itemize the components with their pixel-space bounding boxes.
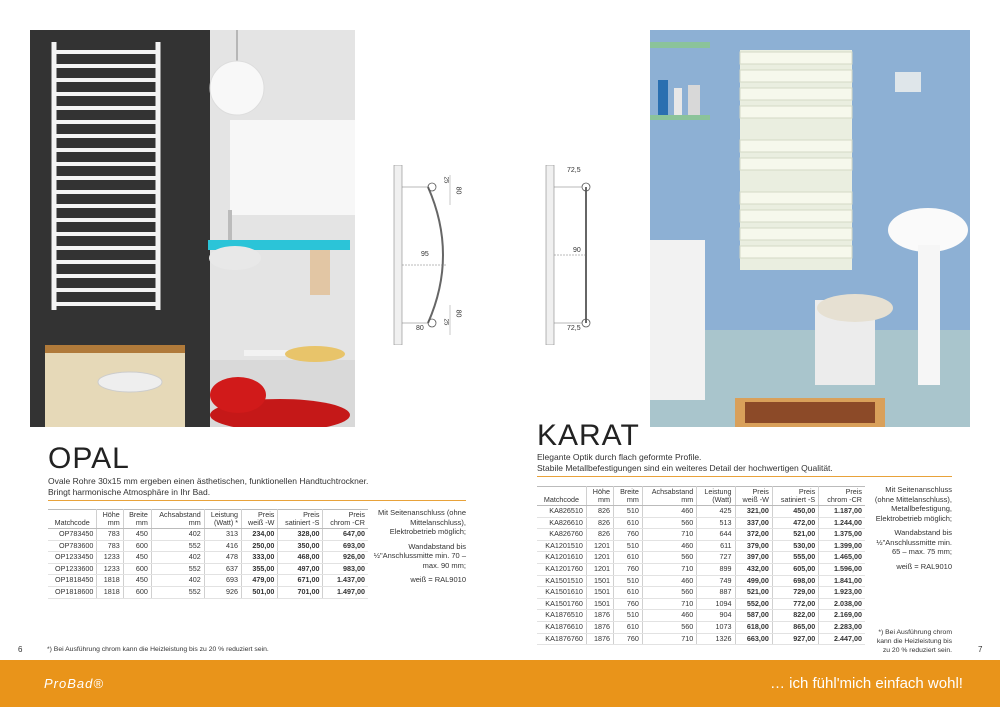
table-cell: 1.841,00 (819, 575, 865, 587)
table-row (537, 610, 865, 622)
table-cell: 432,00 (735, 563, 772, 575)
table-cell: 1.244,00 (819, 517, 865, 529)
opal-bathroom-illustration (30, 30, 355, 427)
table-cell: OP783450 (48, 529, 97, 541)
table-cell: 1201 (586, 552, 613, 564)
column-header (613, 487, 642, 506)
column-header (586, 487, 613, 506)
column-header-line: mm (135, 518, 148, 527)
table-cell: 2.283,00 (819, 621, 865, 633)
table-cell: 600 (123, 563, 151, 575)
table-cell: 450 (123, 529, 151, 541)
karat-note-wall-distance: Wandabstand bis ½"Anschlussmitte min. 65 – max. 75 mm; (876, 528, 952, 556)
table-cell: KA1876610 (537, 621, 586, 633)
table-cell: 618,00 (735, 621, 772, 633)
column-header (735, 487, 772, 506)
karat-footnote: *) Bei Ausführung chrom kann die Heizleistung bis zu 20 % reduziert sein. (876, 629, 952, 654)
column-header-line: mm (626, 495, 639, 504)
column-header (772, 487, 818, 506)
table-cell: 611 (697, 540, 735, 552)
table-cell: 904 (697, 610, 735, 622)
table-cell: 698,00 (772, 575, 818, 587)
column-header (537, 487, 586, 506)
table-cell: 693 (204, 575, 241, 587)
table-row (537, 517, 865, 529)
column-header-line: Preis (303, 510, 320, 519)
table-cell: 328,00 (278, 529, 323, 541)
table-cell: 826 (586, 529, 613, 541)
table-cell: 416 (204, 540, 241, 552)
table-cell: 1.596,00 (819, 563, 865, 575)
table-cell: KA826510 (537, 506, 586, 518)
column-header-line: satiniert -S (780, 495, 816, 504)
table-cell: 1.497,00 (323, 586, 368, 598)
table-cell: 760 (613, 633, 642, 645)
table-cell: 450 (123, 552, 151, 564)
table-cell: 760 (613, 529, 642, 541)
table-cell: 333,00 (242, 552, 278, 564)
table-cell: 983,00 (323, 563, 368, 575)
table-cell: 760 (613, 563, 642, 575)
column-header-line: mm (681, 495, 694, 504)
table-cell: 600 (123, 586, 151, 598)
table-row (48, 575, 368, 587)
opal-product-photo (30, 30, 355, 427)
table-cell: KA1201510 (537, 540, 586, 552)
opal-technical-drawing (388, 165, 508, 345)
column-header (48, 510, 97, 529)
table-cell: 397,00 (735, 552, 772, 564)
table-cell: 402 (151, 529, 204, 541)
column-header-line: Breite (129, 510, 148, 519)
table-cell: 772,00 (772, 598, 818, 610)
table-cell: 425 (697, 506, 735, 518)
table-cell: 822,00 (772, 610, 818, 622)
table-cell: 1501 (586, 598, 613, 610)
table-cell: 460 (642, 575, 696, 587)
table-row (48, 540, 368, 552)
table-cell: 783 (97, 540, 123, 552)
table-cell: 605,00 (772, 563, 818, 575)
column-header (123, 510, 151, 529)
karat-bathroom-illustration (650, 30, 970, 427)
table-cell: 513 (697, 517, 735, 529)
table-cell: KA1876760 (537, 633, 586, 645)
opal-drawing-side-bottom-label: 80 (454, 309, 462, 318)
column-header-line: Höhe (592, 487, 610, 496)
table-cell: 1876 (586, 610, 613, 622)
table-cell: 499,00 (735, 575, 772, 587)
table-cell: 510 (613, 506, 642, 518)
karat-technical-drawing (540, 165, 660, 345)
table-cell: 865,00 (772, 621, 818, 633)
opal-divider (48, 500, 466, 501)
opal-footnote: *) Bei Ausführung chrom kann die Heizleistung bis zu 20 % reduziert sein. (47, 646, 269, 653)
table-row (48, 586, 368, 598)
table-cell: 637 (204, 563, 241, 575)
table-cell: 610 (613, 517, 642, 529)
karat-description-line-1: Elegante Optik durch flach geformte Profile. (537, 452, 702, 462)
table-cell: 710 (642, 598, 696, 610)
table-cell: 1876 (586, 621, 613, 633)
table-cell: 710 (642, 529, 696, 541)
table-cell: 372,00 (735, 529, 772, 541)
column-header-line: Preis (258, 510, 275, 519)
table-cell: 729,00 (772, 587, 818, 599)
table-cell: 501,00 (242, 586, 278, 598)
table-cell: 560 (642, 621, 696, 633)
column-header-line: weiß -W (248, 518, 275, 527)
column-header-line: Preis (752, 487, 769, 496)
column-header-line: Preis (798, 487, 816, 496)
table-row (537, 552, 865, 564)
table-cell: OP1818600 (48, 586, 97, 598)
table-cell: 460 (642, 610, 696, 622)
opal-notes (372, 508, 466, 590)
column-header-line: Breite (620, 487, 639, 496)
table-row (537, 540, 865, 552)
table-cell: 530,00 (772, 540, 818, 552)
table-cell: 1094 (697, 598, 735, 610)
table-cell: KA826610 (537, 517, 586, 529)
table-cell: 478 (204, 552, 241, 564)
karat-divider (537, 476, 952, 477)
table-cell: 2.169,00 (819, 610, 865, 622)
page-number-left: 6 (18, 645, 23, 654)
karat-title: KARAT (537, 419, 640, 452)
table-cell: 560 (642, 552, 696, 564)
column-header (204, 510, 241, 529)
table-cell: 250,00 (242, 540, 278, 552)
column-header-line: Höhe (102, 510, 120, 519)
table-cell: 552 (151, 540, 204, 552)
table-body (48, 529, 368, 599)
column-header-line: mm (597, 495, 610, 504)
opal-description (48, 476, 468, 498)
table-cell: 1.375,00 (819, 529, 865, 541)
column-header-line: Leistung (704, 487, 732, 496)
table-cell: 313 (204, 529, 241, 541)
table-row (48, 563, 368, 575)
table-row (48, 529, 368, 541)
opal-note-wall-distance: Wandabstand bis ½"Anschlussmitte min. 70 – max. 90 mm; (373, 541, 466, 570)
table-cell: 647,00 (323, 529, 368, 541)
table-cell: 1818 (97, 575, 123, 587)
table-cell: 610 (613, 621, 642, 633)
table-cell: 521,00 (735, 587, 772, 599)
table-cell: 887 (697, 587, 735, 599)
column-header (97, 510, 123, 529)
table-cell: 450,00 (772, 506, 818, 518)
table-cell: OP1818450 (48, 575, 97, 587)
table-cell: 350,00 (278, 540, 323, 552)
column-header (242, 510, 278, 529)
table-row (537, 633, 865, 645)
table-cell: 1501 (586, 587, 613, 599)
column-header-line: (Watt) * (213, 518, 239, 527)
table-cell: 2.447,00 (819, 633, 865, 645)
table-header-row (537, 487, 865, 506)
table-cell: 355,00 (242, 563, 278, 575)
column-header-line: chrom -CR (330, 518, 365, 527)
opal-description-line-2: Bringt harmonische Atmosphäre in Ihr Bad. (48, 487, 211, 497)
table-cell: 1.923,00 (819, 587, 865, 599)
table-cell: 701,00 (278, 586, 323, 598)
karat-description (537, 452, 957, 474)
table-cell: 379,00 (735, 540, 772, 552)
table-cell: OP1233450 (48, 552, 97, 564)
column-header-line: Matchcode (54, 518, 90, 527)
column-header-line: Achsabstand (651, 487, 694, 496)
opal-drawing-small-top-label: 25 (442, 176, 449, 184)
table-cell: OP1233600 (48, 563, 97, 575)
table-cell: 2.038,00 (819, 598, 865, 610)
karat-drawing-bottom-label: 72,5 (567, 325, 581, 332)
table-cell: 1501 (586, 575, 613, 587)
table-cell: 693,00 (323, 540, 368, 552)
column-header-line: chrom -CR (827, 495, 862, 504)
table-cell: 510 (613, 575, 642, 587)
table-cell: 1876 (586, 633, 613, 645)
table-cell: 1.465,00 (819, 552, 865, 564)
table-cell: 783 (97, 529, 123, 541)
column-header-line: mm (188, 518, 201, 527)
table-cell: KA1201610 (537, 552, 586, 564)
table-cell: 402 (151, 575, 204, 587)
table-cell: 600 (123, 540, 151, 552)
opal-drawing-width-label: 95 (421, 251, 429, 258)
column-header (819, 487, 865, 506)
column-header (642, 487, 696, 506)
table-cell: 1073 (697, 621, 735, 633)
table-cell: 610 (613, 587, 642, 599)
karat-spec-table (537, 486, 865, 645)
table-cell: 644 (697, 529, 735, 541)
page-number-right: 7 (978, 645, 983, 654)
table-row (537, 598, 865, 610)
table-cell: KA1501760 (537, 598, 586, 610)
table-row (537, 587, 865, 599)
table-cell: 1326 (697, 633, 735, 645)
table-cell: 1.187,00 (819, 506, 865, 518)
column-header-line: weiß -W (742, 495, 769, 504)
column-header (323, 510, 368, 529)
table-row (537, 563, 865, 575)
table-cell: 1201 (586, 540, 613, 552)
table-cell: 727 (697, 552, 735, 564)
table-cell: 927,00 (772, 633, 818, 645)
column-header-line: Matchcode (543, 495, 580, 504)
table-cell: 460 (642, 506, 696, 518)
table-cell: 234,00 (242, 529, 278, 541)
table-cell: KA826760 (537, 529, 586, 541)
table-cell: 710 (642, 563, 696, 575)
column-header-line: Achsabstand (159, 510, 201, 519)
table-cell: 510 (613, 540, 642, 552)
opal-spec-table (48, 509, 368, 599)
table-cell: 560 (642, 587, 696, 599)
opal-note-color: weiß = RAL9010 (410, 575, 466, 584)
table-cell: KA1201760 (537, 563, 586, 575)
column-header-line: satiniert -S (285, 518, 320, 527)
table-cell: OP783600 (48, 540, 97, 552)
table-cell: 460 (642, 540, 696, 552)
opal-drawing-small-bottom-label: 25 (442, 318, 449, 326)
table-cell: 826 (586, 506, 613, 518)
table-cell: 468,00 (278, 552, 323, 564)
opal-note-connection: Mit Seitenanschluss (ohne Mittelanschluss), Elektrobetrieb möglich; (378, 508, 466, 536)
table-row (537, 529, 865, 541)
karat-description-line-2: Stabile Metallbefestigungen sind ein weiteres Detail der hochwertigen Qualität. (537, 463, 833, 473)
table-cell: 337,00 (735, 517, 772, 529)
table-cell: 402 (151, 552, 204, 564)
table-cell: 555,00 (772, 552, 818, 564)
column-header-line: mm (107, 518, 120, 527)
column-header-line: Preis (845, 487, 862, 496)
table-cell: 710 (642, 633, 696, 645)
karat-product-photo (650, 30, 970, 427)
table-header-row (48, 510, 368, 529)
table-cell: 472,00 (772, 517, 818, 529)
table-cell: 663,00 (735, 633, 772, 645)
table-cell: 1201 (586, 563, 613, 575)
table-cell: 1233 (97, 563, 123, 575)
probad-logo: ProBad® (44, 676, 104, 691)
karat-notes (868, 485, 952, 576)
karat-drawing-top-label: 72,5 (567, 167, 581, 174)
table-cell: 899 (697, 563, 735, 575)
table-cell: 926 (204, 586, 241, 598)
opal-title: OPAL (48, 442, 130, 475)
table-cell: 552 (151, 563, 204, 575)
table-cell: 479,00 (242, 575, 278, 587)
table-row (537, 506, 865, 518)
table-row (537, 575, 865, 587)
column-header (151, 510, 204, 529)
table-cell: 497,00 (278, 563, 323, 575)
table-cell: 587,00 (735, 610, 772, 622)
table-cell: 450 (123, 575, 151, 587)
table-cell: 671,00 (278, 575, 323, 587)
karat-drawing-middle-label: 90 (573, 247, 581, 254)
table-row (537, 621, 865, 633)
table-cell: 826 (586, 517, 613, 529)
table-cell: 1818 (97, 586, 123, 598)
opal-drawing-bottom-label: 80 (416, 325, 424, 332)
table-cell: 552,00 (735, 598, 772, 610)
table-cell: 1.399,00 (819, 540, 865, 552)
table-body (537, 506, 865, 645)
table-cell: 321,00 (735, 506, 772, 518)
column-header-line: Leistung (210, 510, 239, 519)
table-cell: 552 (151, 586, 204, 598)
opal-drawing-side-top-label: 80 (454, 186, 462, 195)
table-cell: 1233 (97, 552, 123, 564)
karat-note-color: weiß = RAL9010 (896, 561, 952, 571)
column-header-line: Preis (348, 510, 365, 519)
karat-note-connection: Mit Seitenanschluss (ohne Mittelanschluss), Metallbefestigung, Elektrobetrieb möglich; (874, 485, 952, 523)
column-header (697, 487, 735, 506)
table-cell: 610 (613, 552, 642, 564)
table-cell: KA1876510 (537, 610, 586, 622)
column-header (278, 510, 323, 529)
table-row (48, 552, 368, 564)
table-cell: KA1501610 (537, 587, 586, 599)
table-cell: 760 (613, 598, 642, 610)
footer-slogan: … ich fühl'mich einfach wohl! (770, 675, 963, 692)
table-cell: 510 (613, 610, 642, 622)
table-cell: 560 (642, 517, 696, 529)
table-cell: KA1501510 (537, 575, 586, 587)
opal-description-line-1: Ovale Rohre 30x15 mm ergeben einen ästhetischen, funktionellen Handtuchtrockner. (48, 476, 369, 486)
table-cell: 1.437,00 (323, 575, 368, 587)
column-header-line: (Watt) (712, 495, 732, 504)
table-cell: 749 (697, 575, 735, 587)
table-cell: 521,00 (772, 529, 818, 541)
table-cell: 926,00 (323, 552, 368, 564)
